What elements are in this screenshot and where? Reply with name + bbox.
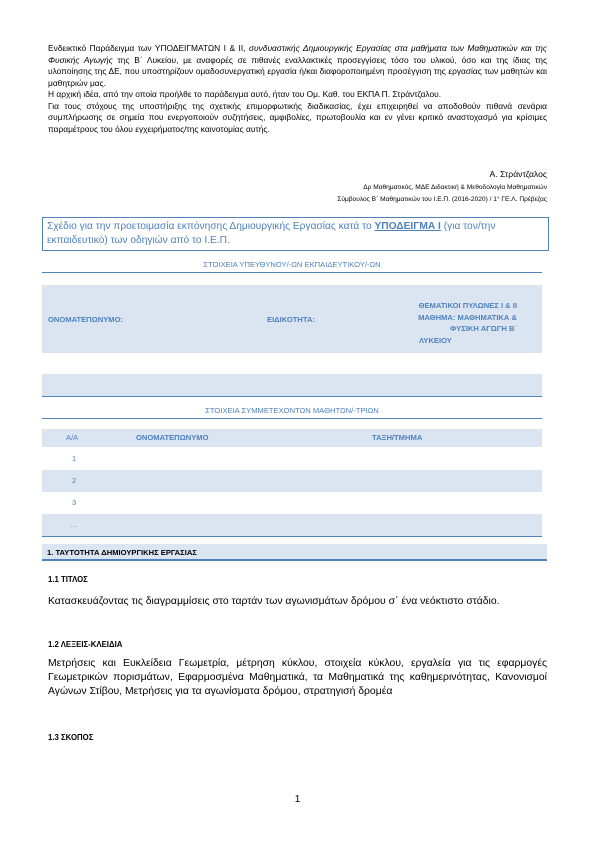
teacher-block-divider: [42, 396, 542, 397]
plan-title-box: [42, 217, 549, 251]
student-row-number: 1: [72, 454, 77, 463]
teacher-name-label: ΟΝΟΜΑΤΕΠΩΝΥΜΟ:: [48, 315, 124, 324]
section-1-heading: 1. ΤΑΥΤΟΤΗΤΑ ΔΗΜΙΟΥΡΓΙΚΗΣ ΕΡΓΑΣΙΑΣ: [42, 544, 547, 561]
subsection-1-3-title: 1.3 ΣΚΟΠΟΣ: [48, 733, 94, 742]
signature-title-2: Σύμβουλος Β΄ Μαθηματικών του Ι.Ε.Π. (2016-2020) / 1° ΓΕ.Λ. Πρέβεζας: [337, 196, 547, 203]
teacher-empty-row: [42, 374, 542, 396]
student-row-number: 3: [72, 498, 77, 507]
signature-name: Α. Στράντζαλος: [489, 169, 547, 179]
subsection-1-1-title: 1.1 ΤΙΤΛΟΣ: [48, 575, 88, 584]
student-row-number: 2: [72, 476, 77, 485]
col-aa-header: Α/Α: [66, 433, 79, 442]
plan-title-text: (για τον/την εκπαιδευτικό) των οδηγιών από το Ι.Ε.Π.: [47, 221, 496, 246]
pillars-line: ΘΕΜΑΤΙΚΟΙ ΠΥΛΩΝΕΣ Ι & ΙΙ: [418, 301, 517, 310]
students-block-divider: [42, 536, 542, 537]
intro-text-part: της Β΄ Λυκείου, με αναφορές σε πιθανές εναλλακτικές προσεγγίσεις τόσο του υλικού, όσο και της ίδιας της υλοποίησης της ΔΕ, που υποστηρίζουν ομαδοσυνεργατική εργασία ή/και διαφοροποιημένη προσέγγιση της εργασίας των μαθητών και μαθητριών μας.: [48, 54, 547, 88]
signature-title-1: Δρ Μαθηματικός, ΜΔΕ Διδακτική & Μεθοδολογία Μαθηματικών: [363, 184, 547, 191]
pillars-line: ΦΥΣΙΚΗ ΑΓΩΓΗ Β΄: [450, 324, 517, 333]
teacher-specialty-label: ΕΙΔΙΚΟΤΗΤΑ:: [267, 315, 315, 324]
teacher-pillars: [372, 300, 517, 346]
students-heading: ΣΤΟΙΧΕΙΑ ΣΥΜΜΕΤΕΧΟΝΤΩΝ ΜΑΘΗΤΩΝ/-ΤΡΙΩΝ: [42, 406, 542, 419]
subsection-1-2-title: 1.2 ΛΕΞΕΙΣ-ΚΛΕΙΔΙΑ: [48, 640, 123, 649]
subsection-1-2-text: Μετρήσεις και Ευκλείδεια Γεωμετρία, μέτρηση κύκλου, στοιχεία κύκλου, εργαλεία για τις εφαρμογές Γεωμετρικών πορισμάτων, Εφαρμοσμένα Μαθηματικά, τα Μαθηματικά της καθημερινότητας, Κανονισμοί Αγώνων Στίβου, Μετρήσεις για τα αγωνίσματα δρόμου, στρατηγισή δρομέα: [48, 658, 547, 698]
intro-italic-part: συνδυαστικής Δημιουργικής Εργασίας στα μαθήματα των Μαθηματικών και της Φυσικής Αγωγής: [48, 43, 547, 65]
teacher-heading: ΣΤΟΙΧΕΙΑ ΥΠΕΥΘΥΝΟΥ/-ΩΝ ΕΚΠΑΙΔΕΥΤΙΚΟΥ/-ΩΝ: [42, 260, 542, 273]
plan-model-link: ΥΠΟΔΕΙΓΜΑ Ι: [374, 221, 441, 232]
teacher-info-row: [42, 285, 542, 353]
intro-paragraph-3: Για τους στόχους της υποστήριξης της σχετικής επιμορφωτικής διαδικασίας, έχει επιχειρηθεί να αποδοθούν πιθανά σενάρια συμπλήρωσης σε σημεία που ενεργοποιούν συζητήσεις, αμφιβολίες, πρωτοβουλία και εν γένει κριτικό αναστοχασμό για κρίσιμες παραμέτρους του όλου εγχειρήματος/της καινοτομίας αυτής.: [48, 100, 547, 134]
page-number: 1: [294, 794, 301, 805]
plan-title-text: Σχέδιο για την προετοιμασία εκπόνησης Δημιουργικής Εργασίας κατά το: [47, 221, 375, 232]
intro-paragraph-2: Η αρχική ιδέα, από την οποία προήλθε το παράδειγμα αυτό, ήταν του Ομ. Καθ. του ΕΚΠΑ Π. Στράντζαλου.: [48, 89, 442, 99]
intro-text: [48, 43, 547, 135]
pillars-line: ΛΥΚΕΙΟΥ: [419, 335, 452, 345]
student-row-number: …: [70, 520, 78, 529]
pillars-line: ΜΑΘΗΜΑ: ΜΑΘΗΜΑΤΙΚΑ &: [418, 312, 517, 322]
student-row-shaded: [42, 514, 542, 536]
student-row-shaded: [42, 470, 542, 492]
subsection-1-1-text: Κατασκευάζοντας τις διαγραμμίσεις στο ταρτάν των αγωνισμάτων δρόμου σ΄ ένα νεόκτιστο στάδιο.: [48, 596, 500, 607]
intro-text-part: Ενδεικτικό Παράδειγμα των ΥΠΟΔΕΙΓΜΑΤΩΝ Ι & ΙΙ,: [48, 43, 249, 53]
intro-paragraph-1: [48, 43, 547, 89]
col-class-header: ΤΑΞΗ/ΤΜΗΜΑ: [372, 433, 423, 442]
students-header-row: [42, 429, 542, 447]
col-name-header: ΟΝΟΜΑΤΕΠΩΝΥΜΟ: [136, 433, 209, 442]
